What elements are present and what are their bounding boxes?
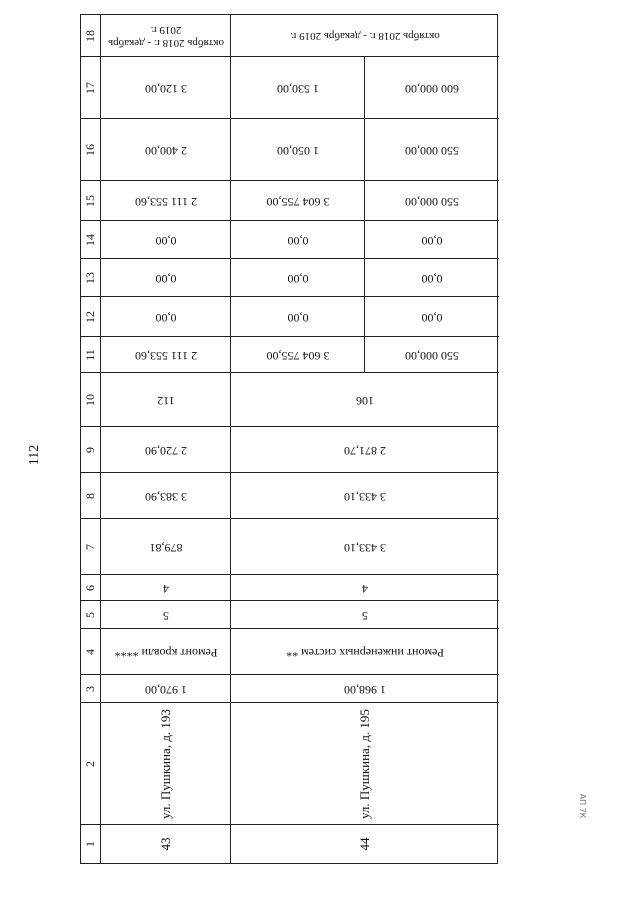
period-cell: октябрь 2018 г. - декабрь 2019 г. — [108, 24, 224, 49]
header-number: 16 — [83, 144, 98, 156]
value-cell: 5 — [163, 608, 169, 623]
value-cell: 0,00 — [287, 271, 309, 286]
value-cell: 4 — [163, 581, 169, 596]
value-cell: 600 000,00 — [405, 81, 459, 96]
row-number-cell: 43 — [157, 837, 173, 851]
value-cell: 106 — [356, 393, 374, 408]
value-cell: 1 050,00 — [277, 143, 319, 158]
value-cell: 550 000,00 — [405, 194, 459, 209]
header-number: 15 — [83, 195, 98, 207]
header-number: 13 — [83, 272, 98, 284]
header-number: 7 — [83, 544, 98, 550]
address-cell: ул. Пушкина, д. 195 — [356, 709, 372, 819]
value-cell: 0,00 — [421, 233, 443, 248]
value-cell: 3 433,10 — [344, 540, 386, 555]
area-cell: 1 970,00 — [145, 682, 187, 697]
address-cell: ул. Пушкина, д. 193 — [157, 709, 173, 819]
value-cell: 112 — [157, 393, 175, 408]
header-number: 2 — [83, 761, 98, 767]
value-cell: 3 383,90 — [145, 489, 187, 504]
row-number-cell: 44 — [356, 837, 372, 851]
header-number: 6 — [83, 585, 98, 591]
value-cell: 550 000,00 — [405, 348, 459, 363]
period-cell: октябрь 2018 г. - декабрь 2019 г. — [290, 30, 440, 43]
value-cell: 0,00 — [287, 310, 309, 325]
value-cell: 4 — [362, 581, 368, 596]
archive-stamp: АП 7К — [578, 793, 588, 819]
value-cell: 0,00 — [421, 271, 443, 286]
value-cell: 2 111 553,60 — [134, 194, 198, 209]
value-cell: 2 871,70 — [344, 443, 386, 458]
header-number: 1 — [83, 841, 98, 847]
header-number: 5 — [83, 612, 98, 618]
page-number: 112 — [27, 444, 42, 466]
value-cell: 0,00 — [155, 271, 177, 286]
value-cell: 550 000,00 — [405, 143, 459, 158]
value-cell: 3 604 755,00 — [266, 194, 330, 209]
value-cell: 3 604 755,00 — [266, 348, 330, 363]
value-cell: 3 120,00 — [145, 81, 187, 96]
value-cell: 2 400,00 — [145, 143, 187, 158]
value-cell: 1 530,00 — [277, 81, 319, 96]
area-cell: 1 968,00 — [344, 682, 386, 697]
header-number: 17 — [83, 82, 98, 94]
value-cell: 0,00 — [155, 233, 177, 248]
header-number: 4 — [83, 649, 98, 655]
header-number: 3 — [83, 686, 98, 692]
header-number: 9 — [83, 447, 98, 453]
work-type-cell: Ремонт инженерных систем ** — [286, 645, 444, 660]
header-number: 8 — [83, 493, 98, 499]
work-table — [80, 14, 498, 864]
header-number: 18 — [83, 30, 98, 42]
value-cell: 879,81 — [149, 540, 183, 555]
value-cell: 2 720,90 — [145, 443, 187, 458]
header-number: 12 — [83, 311, 98, 323]
value-cell: 0,00 — [421, 310, 443, 325]
header-number: 10 — [83, 394, 98, 406]
work-type-cell: Ремонт кровли **** — [114, 645, 218, 660]
header-number: 14 — [83, 234, 98, 246]
value-cell: 0,00 — [287, 233, 309, 248]
value-cell: 0,00 — [155, 310, 177, 325]
header-number: 11 — [83, 349, 98, 361]
value-cell: 3 433,10 — [344, 489, 386, 504]
value-cell: 5 — [362, 608, 368, 623]
value-cell: 2 111 553,60 — [134, 348, 198, 363]
